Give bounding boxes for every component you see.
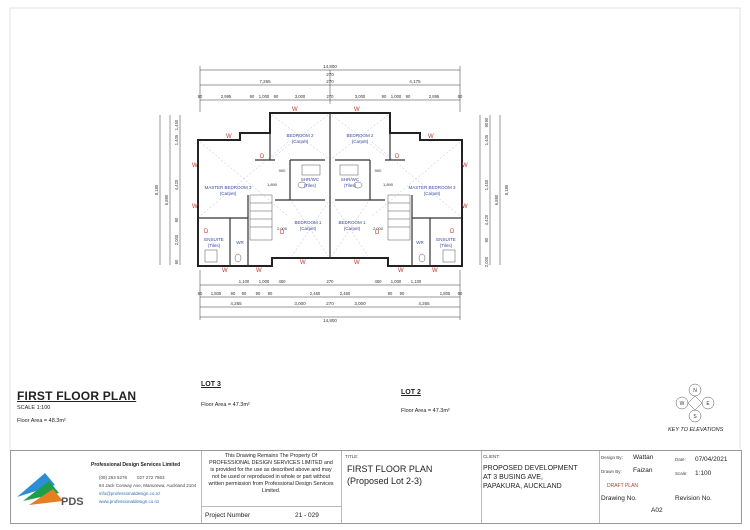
dim-top-total: 14,800: [323, 64, 337, 69]
plan-scale: SCALE 1:100: [17, 405, 51, 411]
dim-bottom-row2-3: 90: [241, 291, 247, 296]
title-block: [10, 450, 742, 524]
dim-top-row3-10: 90: [405, 94, 411, 99]
dim-top-mid: 270: [326, 72, 334, 77]
dim-bottom-row2-0: 90: [197, 291, 203, 296]
logo-text: PDS: [61, 496, 84, 507]
dim-top-row3-7: 3,000: [354, 94, 366, 99]
room-shrwc-right: SHR/WC: [340, 177, 360, 182]
svg-text:W: W: [222, 268, 228, 274]
room-master-right: MASTER BEDROOM 3: [408, 185, 456, 190]
bottom-dimensions: [197, 270, 460, 320]
dim-bottom-row3-4: 4,265: [418, 301, 430, 306]
draft-plan-label: DRAFT PLAN: [607, 483, 639, 489]
room-bedroom1-left-finish: (Carpet): [299, 226, 317, 231]
details-cell: [599, 451, 741, 523]
contact-phone1: (09) 263 5276: [99, 475, 128, 480]
contact-website: www.professionaldesign.co.nz: [99, 499, 160, 504]
project-number: 21 - 029: [295, 512, 319, 519]
inner-dim-2000-right: 2,000: [372, 226, 384, 231]
dim-bottom-row2-9: 90: [399, 291, 405, 296]
inner-dim-1890-left: 1,890: [266, 182, 278, 187]
key-w: W: [679, 401, 685, 407]
dim-bottom-row1-3: 270: [326, 279, 334, 284]
dim-right-inner-2: 1,450: [484, 179, 489, 191]
plan-floor-area: Floor Area = 48.3m²: [17, 418, 66, 424]
scale-label: Scale:: [675, 471, 688, 476]
svg-text:D: D: [375, 230, 380, 236]
lot3-area: Floor Area = 47.3m²: [201, 402, 250, 408]
contact-email: info@professionaldesign.co.nz: [99, 491, 161, 496]
contact-phone2: 027 272 7863: [137, 475, 165, 480]
room-shrwc-left-finish: (Tiles): [303, 183, 317, 188]
company-name: Professional Design Services Limited: [91, 462, 181, 468]
date-label: Date:: [675, 457, 686, 462]
client-cell: [481, 451, 600, 523]
key-e: E: [706, 401, 710, 407]
svg-text:W: W: [462, 163, 468, 169]
dim-top-row3-9: 1,000: [390, 94, 402, 99]
dim-bottom-row2-5: 90: [267, 291, 273, 296]
svg-text:W: W: [462, 204, 468, 210]
date-value: 07/04/2021: [695, 456, 728, 463]
dim-bottom-row2-10: 1,805: [439, 291, 451, 296]
key-s: S: [693, 414, 697, 420]
title-cell: [341, 451, 482, 523]
client-line1: PROPOSED DEVELOPMENT: [483, 465, 578, 472]
drawn-by: Faizan: [633, 467, 653, 474]
dim-top-row2-2: 4,175: [409, 79, 421, 84]
svg-text:W: W: [226, 134, 232, 140]
dim-left-outer: 8,185: [154, 184, 159, 196]
dim-right-inner-4: 90: [484, 237, 489, 243]
svg-text:W: W: [398, 268, 404, 274]
dim-bottom-row1-1: 1,000: [258, 279, 270, 284]
dim-bottom-row3-1: 3,000: [294, 301, 306, 306]
key-to-elevations-label: KEY TO ELEVATIONS: [668, 427, 724, 433]
dim-left-inner-2: 4,420: [174, 179, 179, 191]
drawing-title-line2: (Proposed Lot 2-3): [347, 476, 423, 486]
lot2-title: LOT 2: [401, 389, 421, 396]
scale-value: 1:100: [695, 470, 712, 477]
notice-cell: [201, 451, 342, 523]
client-line2: AT 3 BUSING AVE,: [483, 474, 543, 481]
svg-text:W: W: [428, 134, 434, 140]
pds-logo-icon: [15, 467, 85, 507]
room-master-left: MASTER BEDROOM 3: [204, 185, 252, 190]
room-master-left-finish: (Carpet): [219, 191, 237, 196]
room-bedroom2-left-finish: (Carpet): [291, 139, 309, 144]
dim-left-inner-3: 90: [174, 217, 179, 223]
room-wr-right: WR: [416, 240, 424, 245]
dim-bottom-row2-6: 2,460: [309, 291, 321, 296]
room-bedroom2-right: BEDROOM 2: [346, 133, 374, 138]
room-bedroom1-right: BEDROOM 1: [338, 220, 366, 225]
dim-bottom-row1-0: 1,100: [238, 279, 250, 284]
dim-bottom-row1-6: 1,100: [410, 279, 422, 284]
dim-bottom-row3-2: 270: [326, 301, 334, 306]
dim-bottom-row1-4: 450: [374, 279, 382, 284]
svg-text:W: W: [256, 268, 262, 274]
dim-left-inner-4: 2,000: [174, 234, 179, 246]
dim-bottom-row3-3: 3,000: [354, 301, 366, 306]
dim-bottom-row2-7: 2,460: [339, 291, 351, 296]
dim-bottom-row3-0: 4,265: [230, 301, 242, 306]
dim-bottom-row2-8: 90: [387, 291, 393, 296]
room-ensuite-left: ENSUITE: [204, 237, 224, 242]
dim-top-row3-11: 2,895: [428, 94, 440, 99]
dim-top-row3-1: 2,995: [220, 94, 232, 99]
dim-top-row2-0: 7,265: [259, 79, 271, 84]
client-line3: PAPAKURA, AUCKLAND: [483, 483, 562, 490]
revision-label: Revision No.: [675, 495, 712, 502]
dim-right-inner-0: 90: [484, 122, 489, 128]
lot2-area: Floor Area = 47.3m²: [401, 408, 450, 414]
design-by-label: Design By:: [601, 455, 623, 460]
dim-top-row3-5: 3,000: [294, 94, 306, 99]
svg-text:D: D: [280, 230, 285, 236]
room-wr-left: WR: [236, 240, 244, 245]
svg-text:D: D: [260, 154, 265, 160]
inner-dim-1890-right: 1,890: [382, 182, 394, 187]
room-ensuite-left-finish: (Tiles): [207, 243, 221, 248]
dim-left-inner-0: 1,450: [174, 119, 179, 131]
dim-right-inner-1: 1,405: [484, 134, 489, 146]
drawing-no: A02: [651, 507, 663, 514]
inner-dim-900-right: 900: [374, 168, 382, 173]
lot3-title: LOT 3: [201, 381, 221, 388]
contact-address: 84 Jack Conway Ave, Manurewa, Auckland 2104: [99, 483, 197, 488]
dim-top-row3-8: 90: [381, 94, 387, 99]
dim-right-outer: 8,185: [504, 184, 509, 196]
room-bedroom1-left: BEDROOM 1: [294, 220, 322, 225]
dim-top-row2-1: 270: [326, 79, 334, 84]
svg-text:W: W: [300, 260, 306, 266]
room-bedroom2-left: BEDROOM 2: [286, 133, 314, 138]
dim-bottom-row2-1: 1,805: [210, 291, 222, 296]
key-n: N: [693, 388, 697, 394]
inner-dim-2000-left: 2,000: [276, 226, 288, 231]
dim-right-inner-6: 90: [484, 117, 489, 123]
client-label: CLIENT:: [483, 454, 500, 459]
plan-title: FIRST FLOOR PLAN: [17, 389, 137, 403]
svg-text:D: D: [204, 229, 209, 235]
room-bedroom2-right-finish: (Carpet): [351, 139, 369, 144]
property-notice: This Drawing Remains The Property Of PROFESSIONAL DESIGN SERVICES LIMITED and is provided for the use as described above and may not be used or reproduced in whole or part without written permission from Professional Design Services Limited.: [208, 453, 334, 494]
dim-bottom-row2-11: 90: [457, 291, 463, 296]
dim-right-inner-5: 2,000: [484, 256, 489, 268]
dim-top-row3-2: 90: [249, 94, 255, 99]
dim-top-row3-4: 90: [273, 94, 279, 99]
dim-left-mid: 6,890: [164, 194, 169, 206]
design-by: Wattan: [633, 454, 654, 461]
room-master-right-finish: (Carpet): [423, 191, 441, 196]
svg-text:W: W: [432, 268, 438, 274]
dim-right-inner-3: 4,420: [484, 214, 489, 226]
dim-top-row3-12: 90: [457, 94, 463, 99]
dim-top-row3-6: 270: [326, 94, 334, 99]
drawn-by-label: Drawn By:: [601, 469, 622, 474]
svg-text:W: W: [192, 163, 198, 169]
svg-text:W: W: [354, 107, 360, 113]
svg-text:W: W: [354, 260, 360, 266]
svg-text:W: W: [292, 107, 298, 113]
svg-text:W: W: [192, 204, 198, 210]
company-cell: [11, 451, 202, 523]
dim-top-row3-3: 1,000: [258, 94, 270, 99]
drawing-title-line1: FIRST FLOOR PLAN: [347, 464, 433, 474]
dim-bottom-total: 14,800: [323, 318, 337, 323]
room-bedroom1-right-finish: (Carpet): [343, 226, 361, 231]
room-shrwc-right-finish: (Tiles): [343, 183, 357, 188]
inner-dim-900-left: 900: [278, 168, 286, 173]
room-ensuite-right-finish: (Tiles): [439, 243, 453, 248]
title-label: TITLE:: [345, 454, 359, 459]
svg-text:D: D: [395, 154, 400, 160]
room-shrwc-left: SHR/WC: [300, 177, 320, 182]
dim-bottom-row2-4: 90: [255, 291, 261, 296]
room-ensuite-right: ENSUITE: [436, 237, 456, 242]
dim-top-row3-0: 90: [197, 94, 203, 99]
svg-text:D: D: [450, 229, 455, 235]
dim-left-inner-5: 90: [174, 259, 179, 265]
project-number-label: Project Number: [205, 512, 251, 519]
dim-bottom-row1-2: 450: [278, 279, 286, 284]
drawing-no-label: Drawing No.: [601, 495, 637, 502]
dim-bottom-row2-2: 90: [230, 291, 236, 296]
dim-left-inner-1: 1,405: [174, 134, 179, 146]
dim-right-mid: 6,890: [494, 194, 499, 206]
dim-bottom-row1-5: 1,000: [390, 279, 402, 284]
